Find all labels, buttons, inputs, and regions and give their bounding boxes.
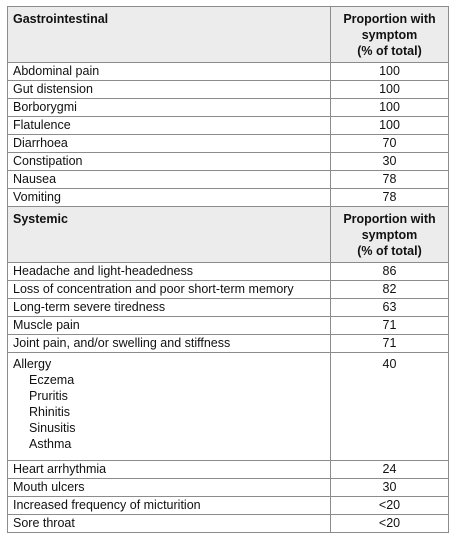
symptom-cell: Vomiting xyxy=(8,189,331,207)
allergy-subitem: Rhinitis xyxy=(29,405,70,419)
table-row xyxy=(8,153,449,171)
symptom-cell: Flatulence xyxy=(8,117,331,135)
value-cell: 70 xyxy=(331,135,449,153)
symptom-cell: Joint pain, and/or swelling and stiffness xyxy=(8,335,331,353)
table-row xyxy=(8,461,449,479)
value-cell: 78 xyxy=(331,189,449,207)
symptom-cell: Long-term severe tiredness xyxy=(8,299,331,317)
symptom-cell: Loss of concentration and poor short-term memory xyxy=(8,281,331,299)
allergy-subitem: Sinusitis xyxy=(29,421,76,435)
value-cell: <20 xyxy=(331,497,449,515)
table-row xyxy=(8,263,449,281)
symptom-cell: Heart arrhythmia xyxy=(8,461,331,479)
table-row xyxy=(8,63,449,81)
symptom-cell: Abdominal pain xyxy=(8,63,331,81)
value-cell: 63 xyxy=(331,299,449,317)
symptom-table xyxy=(7,6,449,533)
value-cell: <20 xyxy=(331,515,449,533)
symptom-cell: Borborygmi xyxy=(8,99,331,117)
value-cell: 40 xyxy=(331,353,449,461)
value-heading-line: (% of total) xyxy=(357,44,422,58)
section-header-systemic xyxy=(8,207,449,263)
value-heading-line: symptom xyxy=(361,28,418,42)
value-cell: 78 xyxy=(331,171,449,189)
allergy-subitem: Pruritis xyxy=(29,389,68,403)
value-column-heading xyxy=(331,207,449,263)
value-cell: 100 xyxy=(331,99,449,117)
table-row xyxy=(8,299,449,317)
value-cell: 100 xyxy=(331,63,449,81)
table-row xyxy=(8,479,449,497)
value-cell: 30 xyxy=(331,153,449,171)
value-cell: 100 xyxy=(331,81,449,99)
value-heading-line: Proportion with xyxy=(343,212,436,226)
table-row xyxy=(8,117,449,135)
symptom-cell: Mouth ulcers xyxy=(8,479,331,497)
section-header-gastrointestinal xyxy=(8,7,449,63)
symptom-cell: Nausea xyxy=(8,171,331,189)
symptom-cell: Sore throat xyxy=(8,515,331,533)
symptom-label: Allergy xyxy=(13,357,52,371)
table-row xyxy=(8,189,449,207)
symptom-cell: Increased frequency of micturition xyxy=(8,497,331,515)
table-row xyxy=(8,171,449,189)
value-cell: 24 xyxy=(331,461,449,479)
value-heading-line: Proportion with xyxy=(343,12,436,26)
table-row xyxy=(8,81,449,99)
table-row xyxy=(8,99,449,117)
value-heading-line: symptom xyxy=(361,228,418,242)
value-column-heading xyxy=(331,7,449,63)
value-cell: 86 xyxy=(331,263,449,281)
table-row xyxy=(8,135,449,153)
table-row xyxy=(8,317,449,335)
allergy-subitem: Eczema xyxy=(29,373,75,387)
value-cell: 100 xyxy=(331,117,449,135)
value-cell: 82 xyxy=(331,281,449,299)
value-cell: 30 xyxy=(331,479,449,497)
symptom-cell: Headache and light-headedness xyxy=(8,263,331,281)
table-row-allergy xyxy=(8,353,449,461)
symptom-cell: Constipation xyxy=(8,153,331,171)
symptom-cell: Diarrhoea xyxy=(8,135,331,153)
section-heading: Gastrointestinal xyxy=(8,7,331,63)
table-row xyxy=(8,281,449,299)
table-row xyxy=(8,335,449,353)
symptom-cell: Muscle pain xyxy=(8,317,331,335)
table-row xyxy=(8,497,449,515)
value-cell: 71 xyxy=(331,335,449,353)
value-heading-line: (% of total) xyxy=(357,244,422,258)
table-row xyxy=(8,515,449,533)
value-cell: 71 xyxy=(331,317,449,335)
section-heading: Systemic xyxy=(8,207,331,263)
symptom-cell xyxy=(8,353,331,461)
symptom-cell: Gut distension xyxy=(8,81,331,99)
allergy-subitem: Asthma xyxy=(29,437,72,451)
